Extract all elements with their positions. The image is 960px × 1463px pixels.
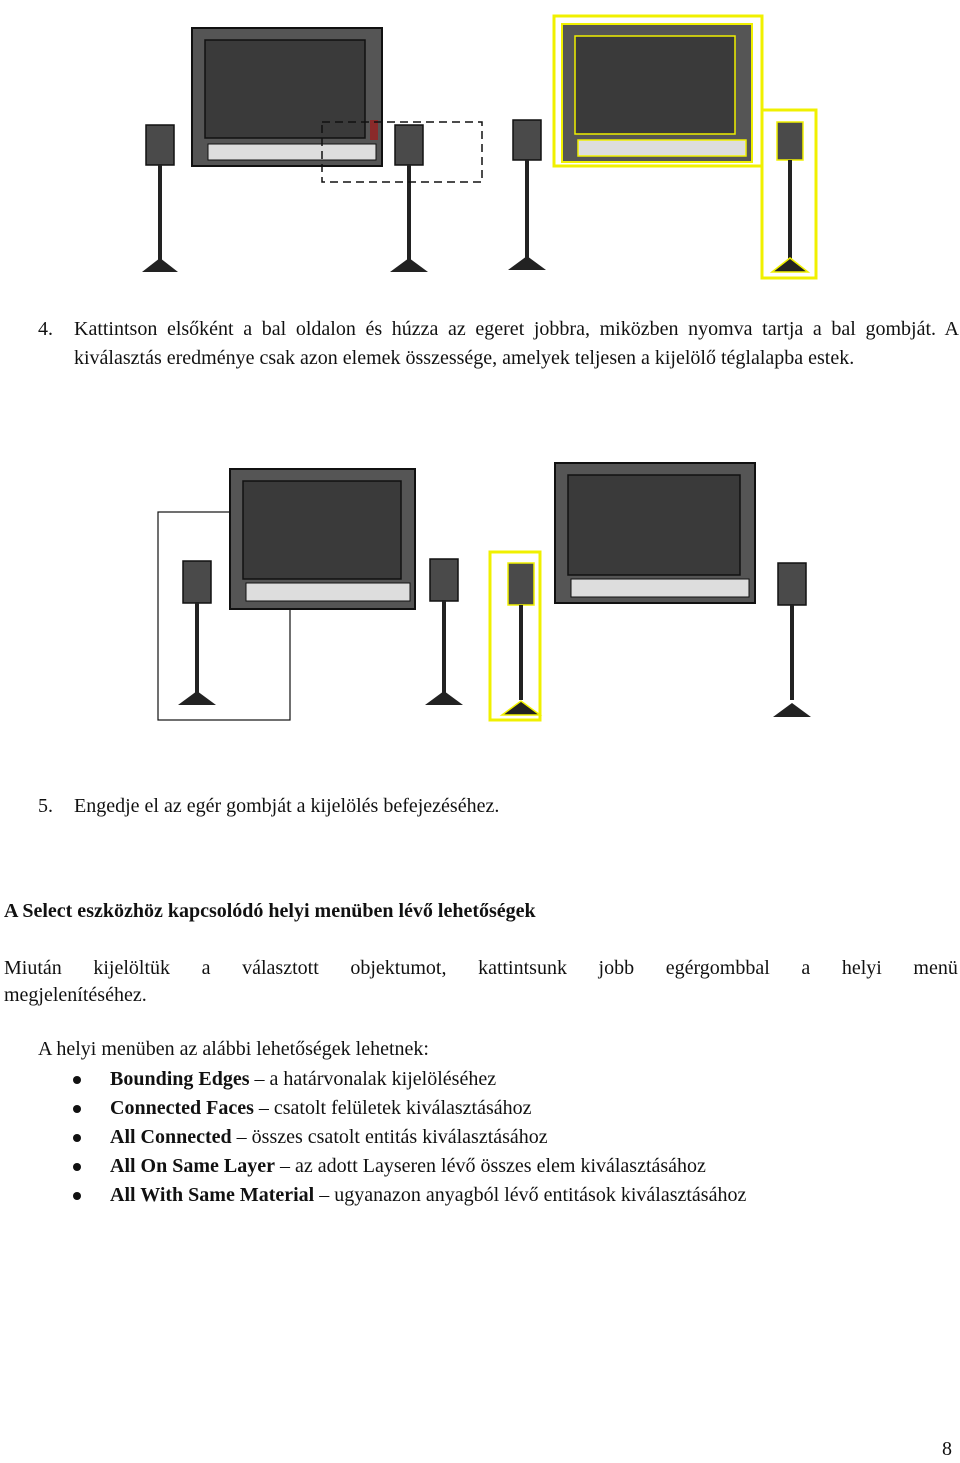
page-number: 8 [942,1438,952,1460]
step-5-text: Engedje el az egér gombját a kijelölés befejezéséhez. [74,795,500,817]
bullet-icon [73,1163,81,1171]
word: egérgombbal [665,957,770,979]
speaker-left-1 [142,125,178,272]
step-4-number: 4. [38,318,53,340]
tv-1 [230,469,415,609]
bullet-icon [73,1076,81,1084]
step-4-text: Kattintson elsőként a bal oldalon és húzza az egeret jobbra, miközben nyomva tartja a bal gombját. A kiválasztás eredménye csak azon elemek összessége, amelyek teljesen a kijelölő téglalapba estek. [74,318,959,369]
speaker-2 [425,559,463,705]
word: a [801,957,811,979]
word: Miután [4,957,62,979]
tv-left [192,28,382,166]
word: menü [913,957,958,979]
speaker-left-2 [390,125,428,272]
word: jobb [598,957,635,979]
option-name: All Connected [110,1126,232,1148]
option-desc: – összes csatolt entitás kiválasztásához [231,1126,548,1148]
word: helyi [841,957,882,979]
speaker-4 [773,563,811,717]
paragraph-line-1 [4,955,958,982]
options-list [0,1065,746,1210]
list-item [0,1123,746,1152]
option-name: All With Same Material [110,1184,315,1206]
option-name: Connected Faces [110,1097,254,1119]
speaker-3-selected [490,552,540,720]
step-5-number: 5. [38,795,53,817]
tv-2 [555,463,755,603]
option-desc: – az adott Layseren lévő összes elem kiválasztásához [275,1155,706,1177]
option-name: Bounding Edges [110,1068,250,1090]
word: kattintsunk [478,957,567,979]
speaker-right-2-selected [762,110,816,278]
list-item [0,1094,746,1123]
option-name: All On Same Layer [110,1155,275,1177]
options-intro: A helyi menüben az alábbi lehetőségek lehetnek: [38,1038,429,1060]
option-desc: – ugyanazon anyagból lévő entitások kiválasztásához [314,1184,747,1206]
option-desc: – csatolt felületek kiválasztásához [253,1097,532,1119]
figure-selection-left-to-right [150,455,830,735]
list-item [0,1065,746,1094]
paragraph-line-2: megjelenítéséhez. [4,984,147,1006]
option-desc: – a határvonalak kijelöléséhez [249,1068,497,1090]
figure-selection-right-to-left [130,10,830,285]
bullet-icon [73,1134,81,1142]
paragraph [4,955,958,1009]
bullet-icon [73,1192,81,1200]
tv-right-selected [554,16,762,166]
speaker-right-1 [508,120,546,270]
section-heading: A Select eszközhöz kapcsolódó helyi menüben lévő lehetőségek [4,900,536,922]
speaker-1 [178,561,216,705]
word: kijelöltük [93,957,171,979]
list-item [0,1152,746,1181]
word: választott [242,957,319,979]
bullet-icon [73,1105,81,1113]
list-item [0,1181,746,1210]
word: a [201,957,211,979]
word: objektumot, [350,957,447,979]
